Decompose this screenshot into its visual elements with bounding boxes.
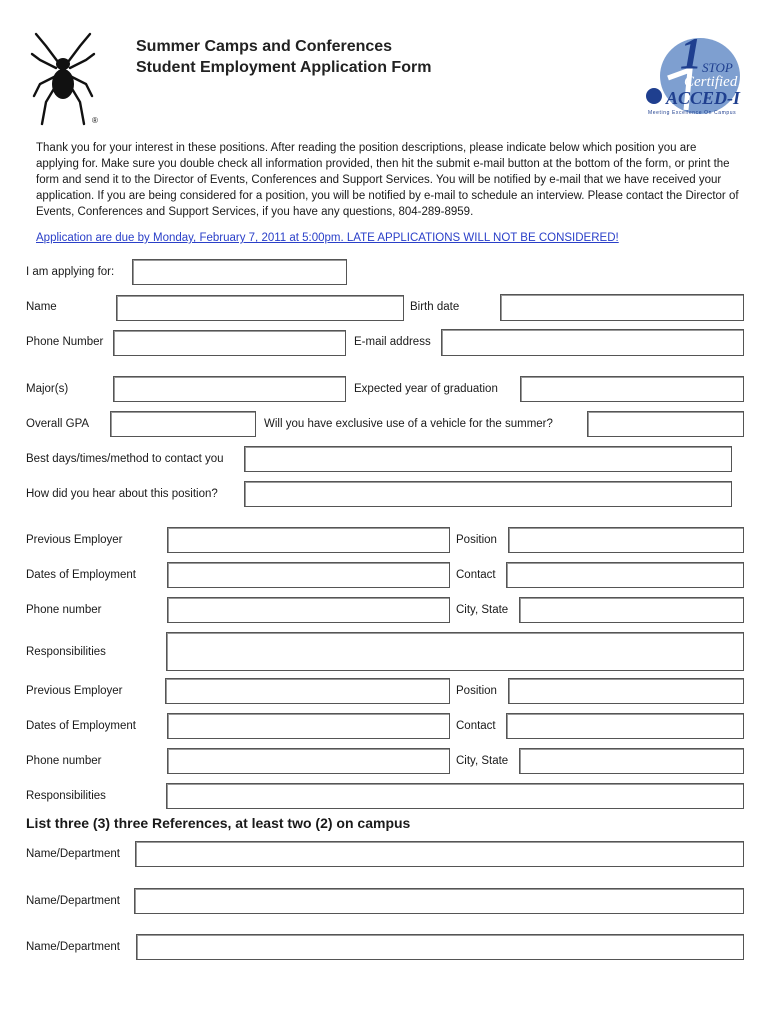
- contact-method-label: Best days/times/method to contact you: [26, 453, 224, 465]
- reference-2-label: Name/Department: [26, 895, 120, 907]
- email-input[interactable]: [441, 329, 744, 356]
- title-line-1: Summer Camps and Conferences: [136, 38, 393, 55]
- reference-2-input[interactable]: [134, 888, 744, 914]
- position-1-input[interactable]: [508, 527, 744, 553]
- grad-year-input[interactable]: [520, 376, 744, 402]
- heard-about-label: How did you hear about this position?: [26, 488, 218, 500]
- responsibilities-1-input[interactable]: [166, 632, 744, 671]
- dates-2-label: Dates of Employment: [26, 720, 136, 732]
- city-state-1-input[interactable]: [519, 597, 744, 623]
- trademark: ®: [92, 116, 98, 125]
- badge-tagline: Meeting Excellence On Campus: [648, 110, 737, 116]
- grad-year-label: Expected year of graduation: [354, 383, 498, 395]
- phone-1-input[interactable]: [167, 597, 450, 623]
- title-line-2: Student Employment Application Form: [136, 59, 432, 76]
- badge-stop: STOP: [702, 60, 733, 75]
- contact-2-label: Contact: [456, 720, 496, 732]
- city-state-1-label: City, State: [456, 604, 509, 616]
- phone-2-input[interactable]: [167, 748, 450, 774]
- birth-date-label: Birth date: [410, 301, 460, 313]
- contact-2-input[interactable]: [506, 713, 744, 739]
- reference-1-input[interactable]: [135, 841, 744, 867]
- contact-method-input[interactable]: [244, 446, 732, 472]
- vehicle-input[interactable]: [587, 411, 744, 437]
- gpa-label: Overall GPA: [26, 418, 90, 430]
- employer-2-input[interactable]: [165, 678, 450, 704]
- badge-number: 1: [680, 29, 702, 78]
- name-label: Name: [26, 301, 57, 313]
- majors-input[interactable]: [113, 376, 346, 402]
- heard-about-input[interactable]: [244, 481, 732, 507]
- deadline-notice: Application are due by Monday, February 7, 2011 at 5:00pm. LATE APPLICATIONS WILL NOT BE CONSIDERED!: [36, 232, 619, 244]
- city-state-2-label: City, State: [456, 755, 509, 767]
- contact-1-label: Contact: [456, 569, 496, 581]
- name-input[interactable]: [116, 295, 404, 321]
- city-state-2-input[interactable]: [519, 748, 744, 774]
- position-1-label: Position: [456, 534, 497, 546]
- applying-for-label: I am applying for:: [26, 266, 115, 278]
- majors-label: Major(s): [26, 383, 69, 395]
- vehicle-label: Will you have exclusive use of a vehicle for the summer?: [264, 418, 553, 430]
- phone-label: Phone Number: [26, 336, 104, 348]
- badge-org: ACCED-I: [666, 88, 741, 108]
- position-2-input[interactable]: [508, 678, 744, 704]
- dates-1-label: Dates of Employment: [26, 569, 136, 581]
- phone-2-label: Phone number: [26, 755, 102, 767]
- gpa-input[interactable]: [110, 411, 256, 437]
- reference-3-input[interactable]: [136, 934, 744, 960]
- dates-2-input[interactable]: [167, 713, 450, 739]
- spider-logo: [28, 32, 98, 130]
- badge-certified: Certified: [684, 74, 738, 90]
- contact-1-input[interactable]: [506, 562, 744, 588]
- intro-text: Thank you for your interest in these positions. After reading the position descriptions, please indicate below which position you are applying for. Make sure you double check all information provided, then hit the submit e-mail button at the bottom of the form, or print the form and send it to the Director of Events, Conferences and Support Services. You will be notified by e-mail that we have received your application. If you are being considered for a position, you will be notified by e-mail to schedule an interview. Please contact the Director of Events, Conferences and Support Services, if you have any questions, 804-289-8959.: [36, 142, 739, 218]
- phone-1-label: Phone number: [26, 604, 102, 616]
- responsibilities-2-input[interactable]: [166, 783, 744, 809]
- applying-for-input[interactable]: [132, 259, 347, 285]
- phone-input[interactable]: [113, 330, 346, 356]
- birth-date-input[interactable]: [500, 294, 744, 321]
- employer-2-label: Previous Employer: [26, 685, 123, 697]
- dates-1-input[interactable]: [167, 562, 450, 588]
- page-title: [136, 36, 431, 78]
- acced-badge: [640, 30, 752, 122]
- employer-1-label: Previous Employer: [26, 534, 123, 546]
- responsibilities-2-label: Responsibilities: [26, 790, 106, 802]
- reference-1-label: Name/Department: [26, 848, 120, 860]
- position-2-label: Position: [456, 685, 497, 697]
- email-label: E-mail address: [354, 336, 431, 348]
- reference-3-label: Name/Department: [26, 941, 120, 953]
- employer-1-input[interactable]: [167, 527, 450, 553]
- responsibilities-1-label: Responsibilities: [26, 646, 106, 658]
- references-heading: List three (3) three References, at least two (2) on campus: [26, 815, 411, 831]
